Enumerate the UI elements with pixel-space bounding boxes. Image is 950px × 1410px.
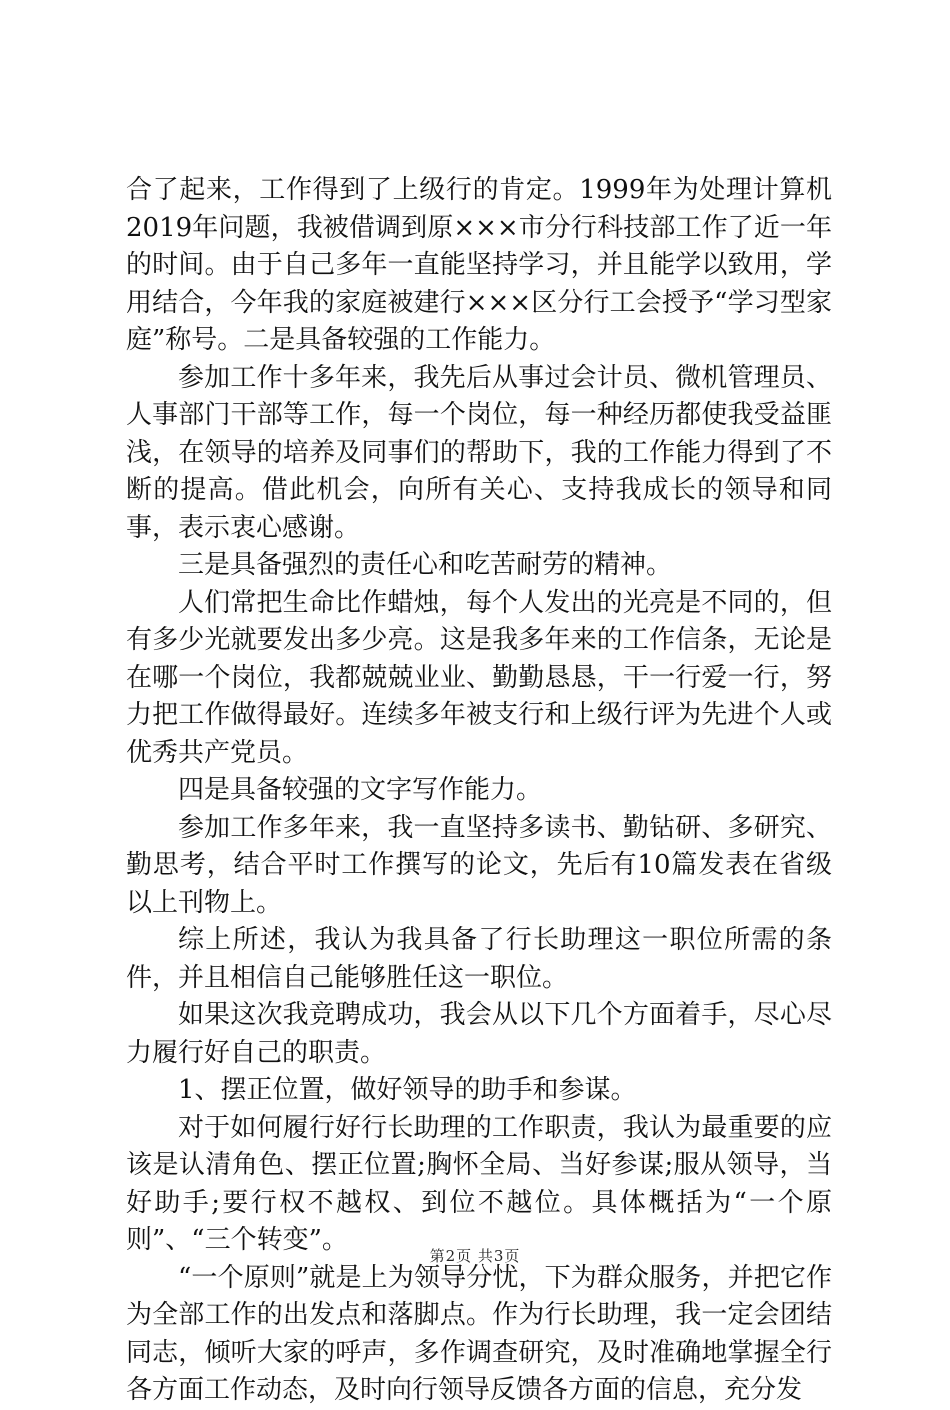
paragraph-2: 参加工作十多年来，我先后从事过会计员、微机管理员、人事部门干部等工作，每一个岗位，每一种经历都使我受益匪浅，在领导的培养及同事们的帮助下，我的工作能力得到了不断的提高。借此机会，向所有关心、支持我成长的领导和同事，表示衷心感谢。 [126, 362, 832, 543]
page-footer: 第2页 共3页 [429, 1247, 521, 1265]
paragraph-6: 参加工作多年来，我一直坚持多读书、勤钻研、多研究、勤思考，结合平时工作撰写的论文，先后有10篇发表在省级以上刊物上。 [126, 812, 832, 918]
paragraph-7: 综上所述，我认为我具备了行长助理这一职位所需的条件，并且相信自己能够胜任这一职位。 [126, 925, 832, 993]
paragraph-4: 人们常把生命比作蜡烛，每个人发出的光亮是不同的，但有多少光就要发出多少亮。这是我多年来的工作信条，无论是在哪一个岗位，我都兢兢业业、勤勤恳恳，干一行爱一行，努力把工作做得最好。连续多年被支行和上级行评为先进个人或优秀共产党员。 [126, 587, 832, 768]
paragraph-9: 1、摆正位置，做好领导的助手和参谋。 [178, 1075, 637, 1105]
paragraph-10: 对于如何履行好行长助理的工作职责，我认为最重要的应该是认清角色、摆正位置;胸怀全局、当好参谋;服从领导，当好助手;要行权不越权、到位不越位。具体概括为“一个原则”、“三个转变”。 [126, 1112, 832, 1255]
paragraph-3: 三是具备强烈的责任心和吃苦耐劳的精神。 [178, 550, 673, 580]
paragraph-5: 四是具备较强的文字写作能力。 [178, 775, 543, 805]
paragraph-11: “一个原则”就是上为领导分忧，下为群众服务，并把它作为全部工作的出发点和落脚点。作为行长助理，我一定会团结同志，倾听大家的呼声，多作调查研究，及时准确地掌握全行各方面工作动态，及时向行领导反馈各方面的信息，充分发 [126, 1262, 832, 1405]
paragraph-8: 如果这次我竞聘成功，我会从以下几个方面着手，尽心尽力履行好自己的职责。 [126, 1000, 832, 1068]
document-body [126, 172, 832, 1410]
paragraph-1: 合了起来，工作得到了上级行的肯定。1999年为处理计算机2019年问题，我被借调到原×××市分行科技部工作了近一年的时间。由于自己多年一直能坚持学习，并且能学以致用，学用结合，今年我的家庭被建行×××区分行工会授予“学习型家庭”称号。二是具备较强的工作能力。 [126, 175, 832, 355]
